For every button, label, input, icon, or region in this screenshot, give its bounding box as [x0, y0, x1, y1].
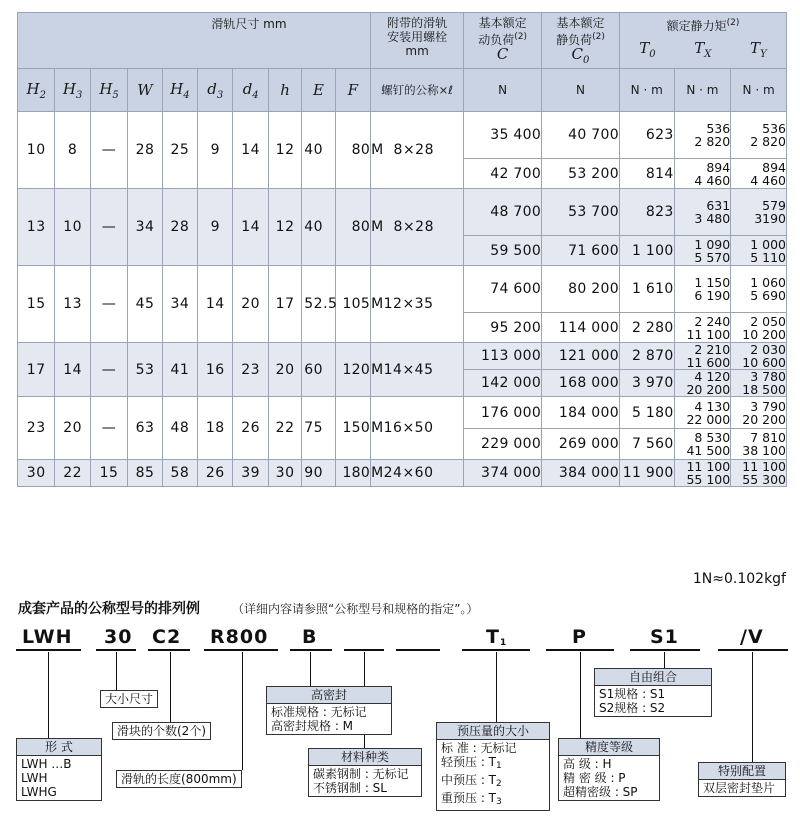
cell-c0: 40 700 — [542, 112, 620, 159]
cell-ty: 3 790 20 200 — [731, 397, 787, 429]
cell-t0: 5 180 — [619, 397, 674, 429]
sym-H4: $H_4$ — [162, 69, 197, 112]
cell-f: 150 — [335, 397, 370, 460]
cell-t0: 1 100 — [619, 236, 674, 266]
code-special: /V — [740, 626, 764, 648]
cell-ty: 2 050 10 200 — [731, 313, 787, 343]
unit-TX: N · m — [674, 69, 731, 112]
cell-c0: 168 000 — [542, 370, 620, 397]
cell-d3: 9 — [198, 112, 233, 189]
cell-c: 48 700 — [464, 189, 542, 236]
cell-w: 53 — [128, 343, 162, 397]
example-title: 成套产品的公称型号的排列例 — [18, 601, 200, 617]
cell-c0: 53 700 — [542, 189, 620, 236]
cell-c: 113 000 — [464, 343, 542, 370]
length-box: 滑轨的长度(800mm) — [116, 770, 242, 788]
cell-h: 12 — [268, 189, 301, 266]
cell-c: 176 000 — [464, 397, 542, 429]
cell-c0: 80 200 — [542, 266, 620, 313]
cell-ty: 894 4 460 — [731, 159, 787, 189]
unit-T0: N · m — [619, 69, 674, 112]
cell-h: 22 — [268, 397, 301, 460]
cell-ty: 7 810 38 100 — [731, 429, 787, 460]
table-row — [18, 397, 787, 429]
cell-h5: 15 — [90, 460, 127, 487]
cell-t0: 3 970 — [619, 370, 674, 397]
cell-h: 30 — [268, 460, 301, 487]
sym-H3: $H_3$ — [55, 69, 90, 112]
table-row — [18, 189, 787, 236]
cell-d3: 14 — [198, 266, 233, 343]
preload-box: 预压量的大小 标 准 : 无标记 轻预压 : $T_1$ 中预压 : $T_2$ 重预压 : $T_3$ — [436, 722, 550, 811]
cell-c0: 184 000 — [542, 397, 620, 429]
cell-tx: 536 2 820 — [674, 112, 731, 159]
cell-d4: 23 — [233, 343, 268, 397]
cell-e: 40 — [302, 189, 335, 266]
cell-h5: — — [90, 112, 127, 189]
cell-ty: 11 100 55 300 — [731, 460, 787, 487]
cell-h5: — — [90, 343, 127, 397]
dynamic-load-header: 基本额定 动负荷$^{(2)}$ C — [464, 13, 542, 69]
cell-t0: 814 — [619, 159, 674, 189]
spec-table — [17, 12, 787, 487]
cell-w: 63 — [128, 397, 162, 460]
cell-h3: 20 — [55, 397, 90, 460]
cell-h4: 41 — [162, 343, 197, 397]
table-row — [18, 343, 787, 370]
cell-h3: 22 — [55, 460, 90, 487]
sym-W: W — [128, 69, 162, 112]
cell-f: 105 — [335, 266, 370, 343]
sym-h: h — [268, 69, 301, 112]
cell-ty: 1 000 5 110 — [731, 236, 787, 266]
cell-d4: 20 — [233, 266, 268, 343]
form-box: 形 式 LWH …B LWH LWHG — [16, 738, 102, 801]
cell-bolt: M16×50 — [371, 397, 464, 460]
cell-w: 34 — [128, 189, 162, 266]
code-accuracy: P — [572, 626, 587, 648]
cell-w: 45 — [128, 266, 162, 343]
cell-tx: 2 240 11 100 — [674, 313, 731, 343]
cell-t0: 2 280 — [619, 313, 674, 343]
cell-ty: 1 060 5 690 — [731, 266, 787, 313]
cell-h2: 17 — [18, 343, 55, 397]
cell-h3: 8 — [55, 112, 90, 189]
cell-h: 20 — [268, 343, 301, 397]
cell-d3: 9 — [198, 189, 233, 266]
cell-c: 229 000 — [464, 429, 542, 460]
cell-e: 40 — [302, 112, 335, 189]
special-box: 特别配置 双层密封垫片 — [698, 762, 786, 797]
cell-c0: 53 200 — [542, 159, 620, 189]
sym-d3: $d_3$ — [198, 69, 233, 112]
sym-H5: $H_5$ — [90, 69, 127, 112]
cell-c: 42 700 — [464, 159, 542, 189]
table-row — [18, 266, 787, 313]
bolt-header: 附带的滑轨 安装用螺栓 mm — [371, 13, 464, 69]
cell-tx: 1 150 6 190 — [674, 266, 731, 313]
header-row-top — [18, 13, 787, 69]
cell-c: 95 200 — [464, 313, 542, 343]
cell-e: 60 — [302, 343, 335, 397]
cell-h5: — — [90, 397, 127, 460]
cell-d4: 14 — [233, 189, 268, 266]
cell-tx: 894 4 460 — [674, 159, 731, 189]
cell-d4: 39 — [233, 460, 268, 487]
cell-c0: 71 600 — [542, 236, 620, 266]
cell-e: 52.5 — [302, 266, 335, 343]
cell-h2: 15 — [18, 266, 55, 343]
sym-F: F — [335, 69, 370, 112]
cell-d4: 14 — [233, 112, 268, 189]
cell-f: 80 — [335, 189, 370, 266]
cell-tx: 1 090 5 570 — [674, 236, 731, 266]
cell-h2: 10 — [18, 112, 55, 189]
cell-w: 28 — [128, 112, 162, 189]
unit-C0: N — [542, 69, 620, 112]
code-seal: B — [302, 626, 318, 648]
example-subtitle: （详细内容请参照“公称型号和规格的指定”。） — [232, 602, 479, 616]
cell-h5: — — [90, 189, 127, 266]
cell-h3: 13 — [55, 266, 90, 343]
cell-t0: 11 900 — [619, 460, 674, 487]
cell-e: 75 — [302, 397, 335, 460]
unit-C: N — [464, 69, 542, 112]
cell-f: 120 — [335, 343, 370, 397]
cell-h4: 28 — [162, 189, 197, 266]
seal-box: 高密封 标准规格 : 无标记 高密封规格 : M — [266, 686, 392, 735]
cell-ty: 579 3190 — [731, 189, 787, 236]
code-free: S1 — [650, 626, 679, 648]
code-length: R800 — [210, 626, 269, 648]
cell-c: 142 000 — [464, 370, 542, 397]
code-size: 30 — [104, 626, 133, 648]
cell-h2: 13 — [18, 189, 55, 266]
cell-t0: 1 610 — [619, 266, 674, 313]
table-row — [18, 112, 787, 159]
cell-h4: 48 — [162, 397, 197, 460]
cell-ty: 3 780 18 500 — [731, 370, 787, 397]
size-box: 大小尺寸 — [100, 690, 158, 708]
cell-t0: 823 — [619, 189, 674, 236]
bolt-symbol: 螺钉的公称×ℓ — [371, 69, 464, 112]
cell-h5: — — [90, 266, 127, 343]
cell-c: 74 600 — [464, 266, 542, 313]
cell-c: 35 400 — [464, 112, 542, 159]
cell-f: 180 — [335, 460, 370, 487]
cell-bolt: M24×60 — [371, 460, 464, 487]
cell-d3: 16 — [198, 343, 233, 397]
material-box: 材料种类 碳素钢制 : 无标记 不锈钢制 : SL — [308, 748, 422, 797]
cell-c: 59 500 — [464, 236, 542, 266]
cell-h4: 25 — [162, 112, 197, 189]
cell-h2: 23 — [18, 397, 55, 460]
cell-tx: 2 210 11 600 — [674, 343, 731, 370]
cell-c0: 269 000 — [542, 429, 620, 460]
cell-c0: 121 000 — [542, 343, 620, 370]
cell-h2: 30 — [18, 460, 55, 487]
unit-conversion-note: 1N≈0.102kgf — [692, 571, 786, 587]
free-combination-box: 自由组合 S1规格 : S1 S2规格 : S2 — [594, 668, 712, 717]
sym-H2: $H_2$ — [18, 69, 55, 112]
cell-c0: 114 000 — [542, 313, 620, 343]
cell-ty: 2 030 10 600 — [731, 343, 787, 370]
sym-E: E — [302, 69, 335, 112]
unit-TY: N · m — [731, 69, 787, 112]
cell-t0: 2 870 — [619, 343, 674, 370]
cell-f: 80 — [335, 112, 370, 189]
cell-tx: 8 530 41 500 — [674, 429, 731, 460]
accuracy-box: 精度等级 高 级 : H 精 密 级 : P 超精密级 : SP — [558, 738, 660, 801]
cell-tx: 631 3 480 — [674, 189, 731, 236]
cell-t0: 7 560 — [619, 429, 674, 460]
cell-c: 374 000 — [464, 460, 542, 487]
cell-h3: 10 — [55, 189, 90, 266]
header-row-symbols — [18, 69, 787, 112]
cell-w: 85 — [128, 460, 162, 487]
cell-d4: 26 — [233, 397, 268, 460]
cell-tx: 11 100 55 100 — [674, 460, 731, 487]
cell-h4: 58 — [162, 460, 197, 487]
cell-bolt: M 8×28 — [371, 189, 464, 266]
cell-h: 12 — [268, 112, 301, 189]
cell-c0: 384 000 — [542, 460, 620, 487]
sym-d4: $d_4$ — [233, 69, 268, 112]
cell-bolt: M 8×28 — [371, 112, 464, 189]
cell-d3: 18 — [198, 397, 233, 460]
code-blocks: C2 — [152, 626, 182, 648]
cell-e: 90 — [302, 460, 335, 487]
rail-dim-header: 滑轨尺寸 mm — [128, 13, 371, 69]
cell-h4: 34 — [162, 266, 197, 343]
cell-h3: 14 — [55, 343, 90, 397]
moment-header: 额定静力矩$^{(2)}$ $T_0$ $T_X$ $T_Y$ — [619, 13, 786, 69]
cell-tx: 4 120 20 200 — [674, 370, 731, 397]
cell-d3: 26 — [198, 460, 233, 487]
cell-ty: 536 2 820 — [731, 112, 787, 159]
code-preload: $T_1$ — [486, 626, 508, 648]
cell-bolt: M14×45 — [371, 343, 464, 397]
cell-h: 17 — [268, 266, 301, 343]
blocks-box: 滑块的个数(2个) — [112, 722, 211, 740]
cell-tx: 4 130 22 000 — [674, 397, 731, 429]
static-load-header: 基本额定 静负荷$^{(2)}$ $C_0$ — [542, 13, 620, 69]
table-row — [18, 460, 787, 487]
cell-t0: 623 — [619, 112, 674, 159]
cell-bolt: M12×35 — [371, 266, 464, 343]
code-lwh: LWH — [22, 626, 73, 648]
